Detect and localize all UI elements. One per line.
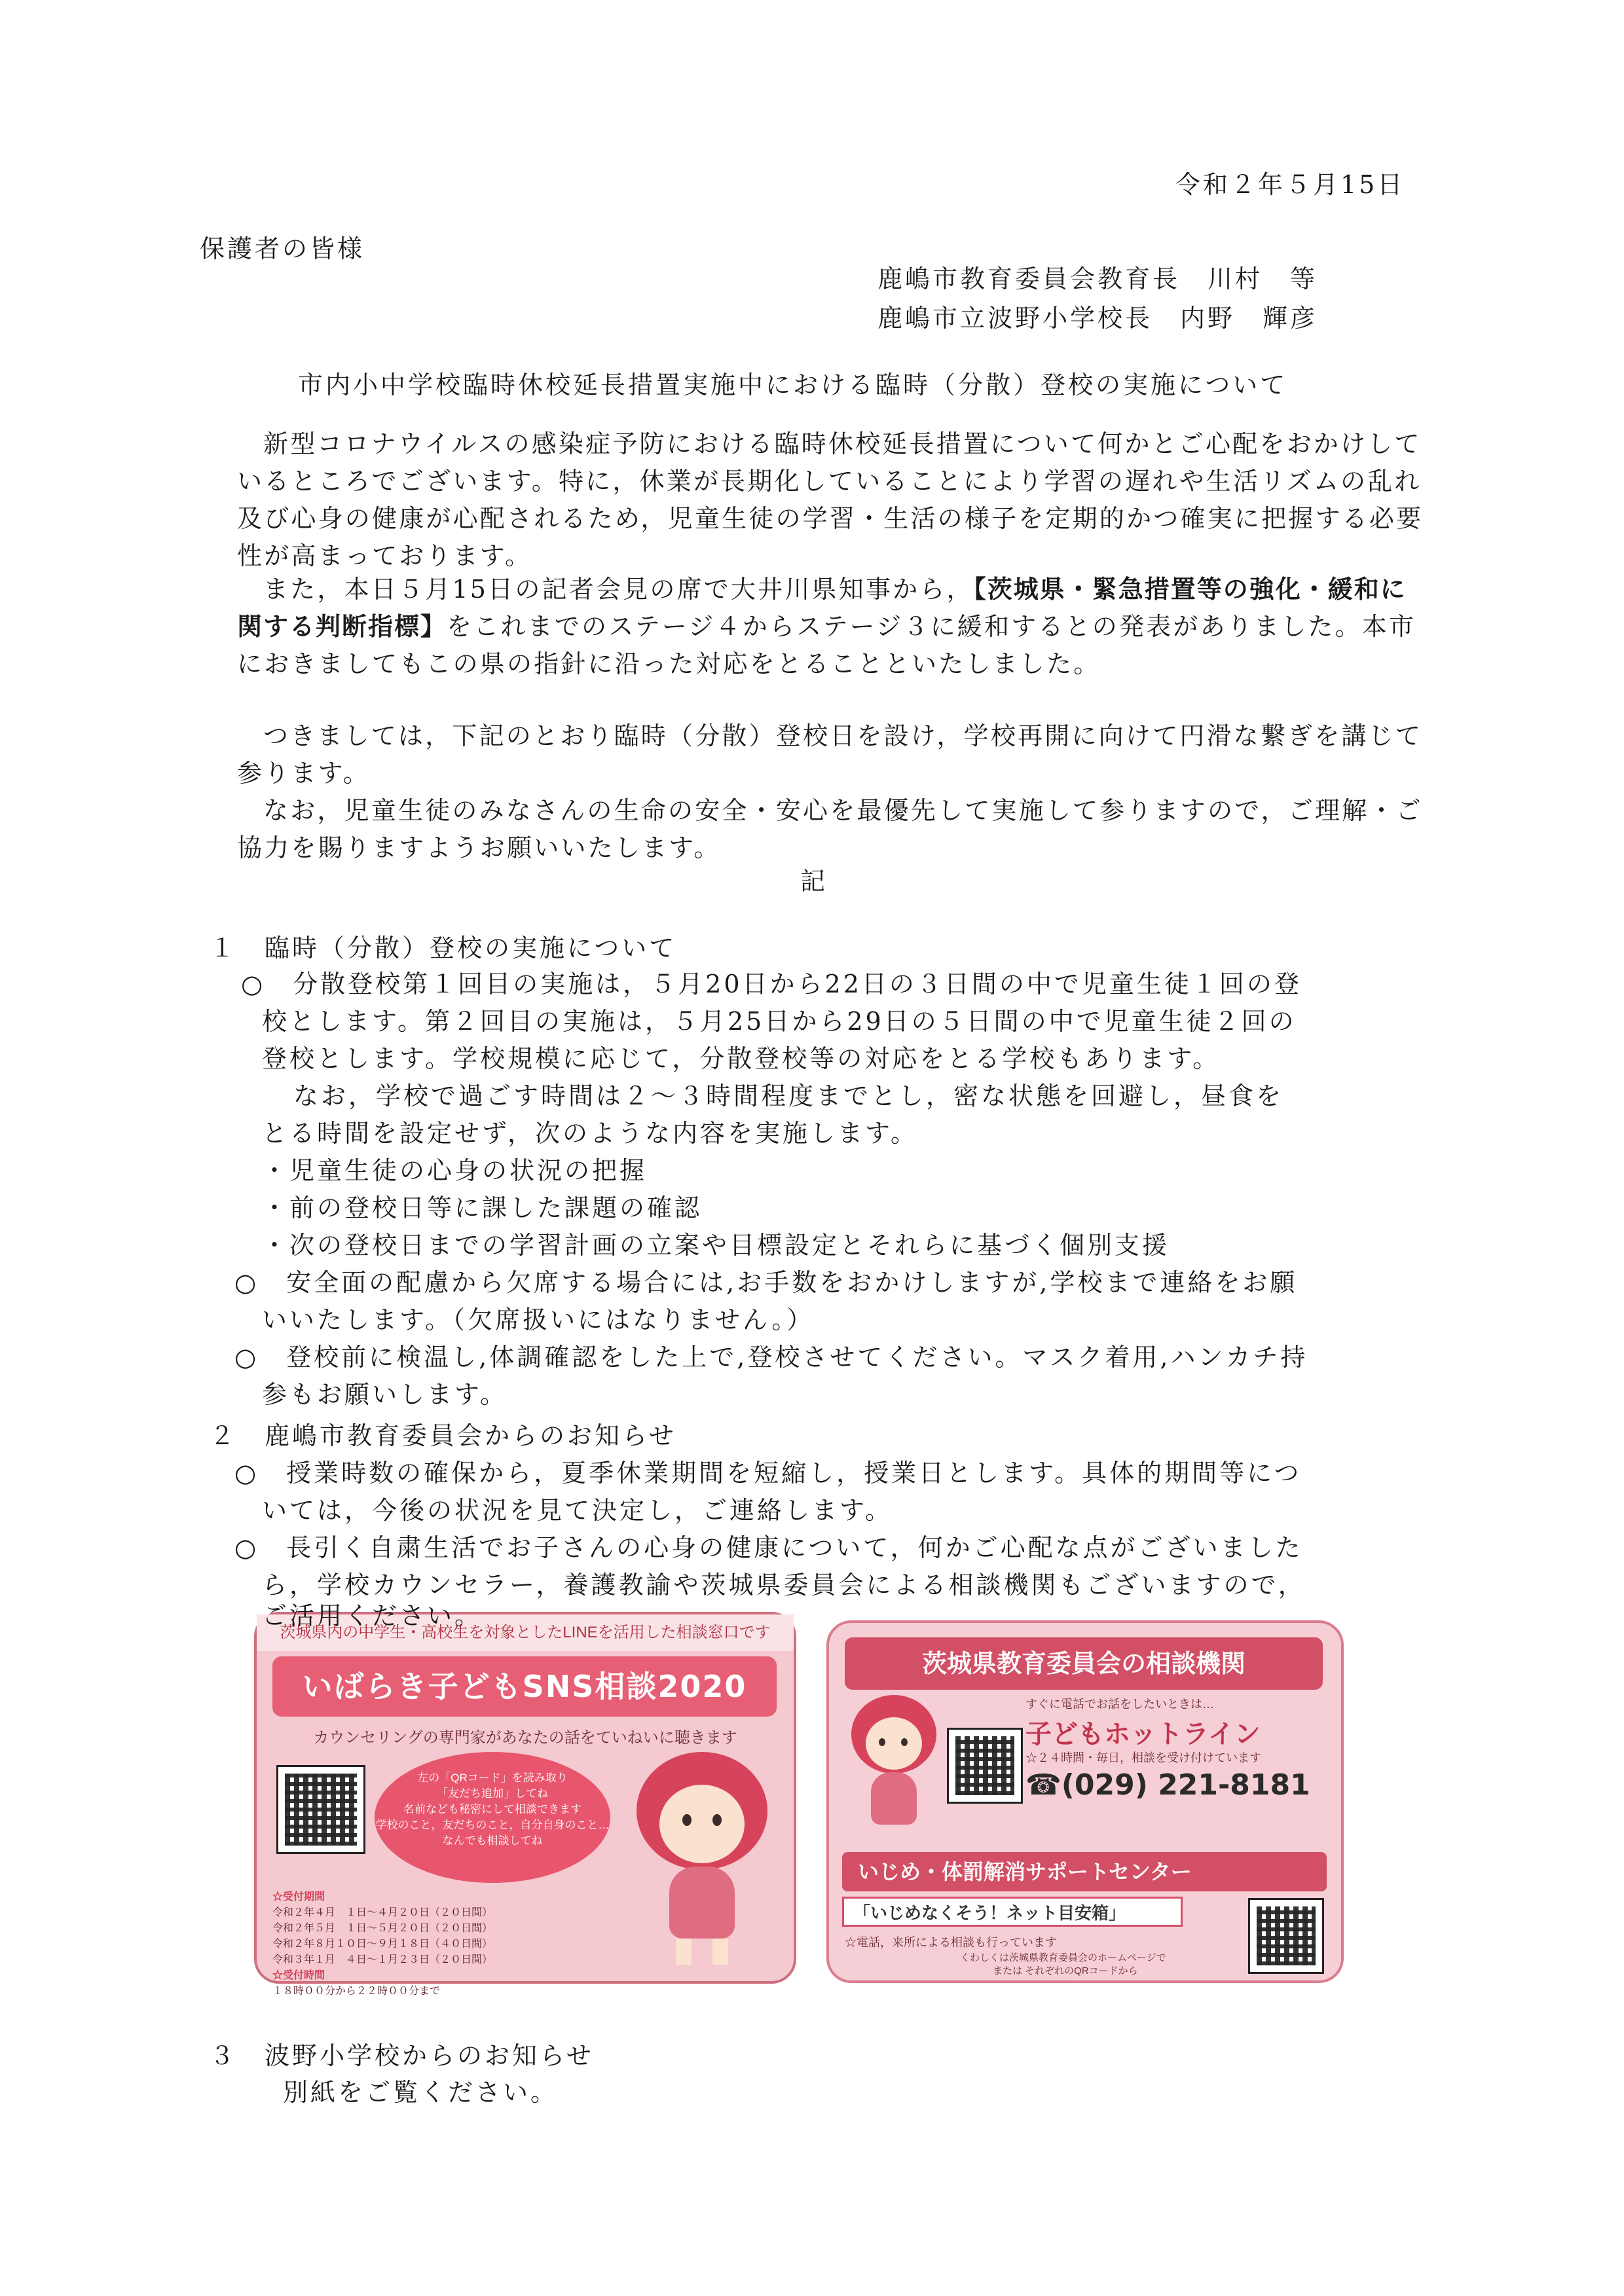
section-2-item-2-line-1: ○ 長引く自粛生活でお子さんの心身の健康について，何かご心配な点がございました: [234, 1533, 1303, 1562]
period-label: ☆受付期間: [272, 1891, 325, 1903]
period-1: 令和２年４月 １日～４月２０日（２０日間）: [272, 1907, 493, 1918]
section-2-item-1-line-2: いては，今後の状況を見て決定し，ご連絡します。: [262, 1496, 893, 1525]
period-4: 令和３年１月 ４日～１月２３日（２０日間）: [272, 1954, 493, 1965]
indicator-name: 【茨城県・緊急措置等の強化・緩和に関する判断指標】: [237, 575, 1407, 641]
section-1-item-2-line-1: ○ 安全面の配慮から欠席する場合には,お手数をおかけしますが,学校まで連絡をお願: [234, 1268, 1298, 1297]
sns-bubble-text: 左の「QRコード」を読み取り 「友だち追加」してね 名前なども秘密にして相談できます 学校のこと，友だちのこと，自分自身のこと… なんでも相談してね: [375, 1772, 610, 1847]
time-label: ☆受付時間: [272, 1970, 325, 1981]
sns-qr-code[interactable]: [276, 1765, 365, 1854]
section-3-heading: ３ 波野小学校からのお知らせ: [210, 2041, 594, 2070]
section-1-item-3-line-1: ○ 登校前に検温し,体調確認をした上で,登校させてください。マスク着用,ハンカチ持: [234, 1343, 1308, 1372]
hotline-qr-code[interactable]: [947, 1728, 1023, 1804]
section-3-text: 別紙をご覧ください。: [283, 2078, 559, 2107]
body-paragraph-1: 新型コロナウイルスの感染症予防における臨時休校延長措置について何かとご心配をおかけしているところでございます。特に，休業が長期化していることにより学習の遅れや生活リズムの乱れ及び心身の健康が心配されるため，児童生徒の学習・生活の様子を定期的かつ確実に把握する必要性が高まっております。: [237, 429, 1424, 570]
section-2-item-2-line-2: ら，学校カウンセラー，養護教諭や茨城県委員会による相談機関もございますので，: [262, 1571, 1306, 1599]
rose-mascot-icon: [845, 1695, 943, 1846]
support-center-qr-code[interactable]: [1248, 1898, 1324, 1974]
hotline-intro: すぐに電話でお話をしたいときは…: [1025, 1698, 1214, 1711]
body-paragraph-4: なお，児童生徒のみなさんの生命の安全・安心を最優先して実施して参りますので，ご理解・ご協力を賜りますようお願いいたします。: [237, 796, 1423, 862]
sns-card-title: いばらき子どもSNS相談2020: [272, 1656, 777, 1717]
section-2-item-2-line-3: ご活用ください。: [262, 1601, 483, 1630]
document-date: 令和２年５月15日: [1175, 170, 1405, 199]
section-2-item-1-line-1: ○ 授業時数の確保から，夏季休業期間を短縮し，授業日とします。具体的期間等につ: [234, 1459, 1302, 1487]
sns-reception-periods: [272, 1889, 492, 1999]
hotline-phone[interactable]: ☎(029) 221-8181: [1025, 1768, 1310, 1802]
section-2-heading: ２ 鹿嶋市教育委員会からのお知らせ: [210, 1421, 676, 1450]
ibaraki-consultation-card: [826, 1620, 1344, 1983]
section-1-item-1-line-1: ○ 分散登校第１回目の実施は，５月20日から22日の３日間の中で児童生徒１回の登: [241, 970, 1302, 998]
sns-card-top-text: 茨城県内の中学生・高校生を対象としたLINEを活用した相談窓口です: [257, 1614, 794, 1651]
section-1-bullet-1: ・児童生徒の心身の状況の把握: [262, 1156, 648, 1185]
body-paragraph-3: つきましては，下記のとおり臨時（分散）登校日を設け，学校再開に向けて円滑な繋ぎを講じて参ります。: [237, 721, 1423, 788]
period-3: 令和２年８月１０日～９月１８日（４０日間）: [272, 1939, 493, 1950]
document-title: 市内小中学校臨時休校延長措置実施中における臨時（分散）登校の実施について: [298, 371, 1288, 399]
rose-mascot-icon: [630, 1752, 774, 1975]
section-1-item-1-line-4: なお，学校で過ごす時間は２～３時間程度までとし，密な状態を回避し，昼食を: [293, 1082, 1284, 1110]
sender-principal: 鹿嶋市立波野小学校長 内野 輝彦: [877, 304, 1318, 333]
sns-speech-bubble: [375, 1752, 610, 1883]
paragraph-2-text-b: をこれまでのステージ４からステージ３に緩和するとの発表がありました。本市におきましてもこの県の指針に沿った対応をとることといたしました。: [237, 612, 1416, 678]
period-2: 令和２年５月 １日～５月２０日（２０日間）: [272, 1923, 493, 1934]
paragraph-2-text-a: また，本日５月15日の記者会見の席で大井川県知事から，: [263, 575, 974, 604]
ki-marker: 記: [800, 867, 828, 896]
sender-superintendent: 鹿嶋市教育委員会教育長 川村 等: [877, 264, 1318, 293]
support-center-band: いじめ・体罰解消サポートセンター: [842, 1852, 1327, 1891]
net-box-name: 「いじめなくそう！ネット目安箱」: [842, 1897, 1183, 1927]
hotline-note: ☆２４時間・毎日，相談を受け付けています: [1025, 1751, 1261, 1764]
hotline-name: 子どもホットライン: [1025, 1719, 1261, 1749]
section-1-item-3-line-2: 参もお願いします。: [262, 1380, 507, 1409]
body-paragraph-2: [237, 571, 1429, 683]
section-1-heading: １ 臨時（分散）登校の実施について: [210, 934, 677, 962]
section-1-item-1-line-5: とる時間を設定せず，次のような内容を実施します。: [262, 1119, 918, 1148]
section-1-bullet-2: ・前の登校日等に課した課題の確認: [262, 1194, 703, 1222]
section-1-bullet-3: ・次の登校日までの学習計画の立案や目標設定とそれらに基づく個別支援: [262, 1231, 1170, 1260]
card-footer-2: または それぞれのQRコードから: [993, 1965, 1138, 1977]
ibaraki-card-title: 茨城県教育委員会の相談機関: [845, 1637, 1323, 1690]
section-1-item-1-line-3: 登校とします。学校規模に応じて，分散登校等の対応をとる学校もあります。: [262, 1044, 1221, 1073]
card-footer-1: くわしくは茨城県教育委員会のホームページで: [960, 1952, 1166, 1963]
reception-time: １８時００分から２２時００分まで: [272, 1986, 441, 1997]
section-1-item-2-line-2: いいたします。（欠席扱いにはなりません。）: [262, 1305, 815, 1334]
visit-note: ☆電話，来所による相談も行っています: [845, 1936, 1057, 1949]
section-1-item-1-line-2: 校とします。第２回目の実施は，５月25日から29日の５日間の中で児童生徒２回の: [262, 1007, 1297, 1036]
sns-card-subtitle: カウンセリングの専門家があなたの話をていねいに聴きます: [313, 1729, 737, 1747]
addressee: 保護者の皆様: [200, 234, 365, 263]
sns-consultation-card: [254, 1612, 796, 1997]
